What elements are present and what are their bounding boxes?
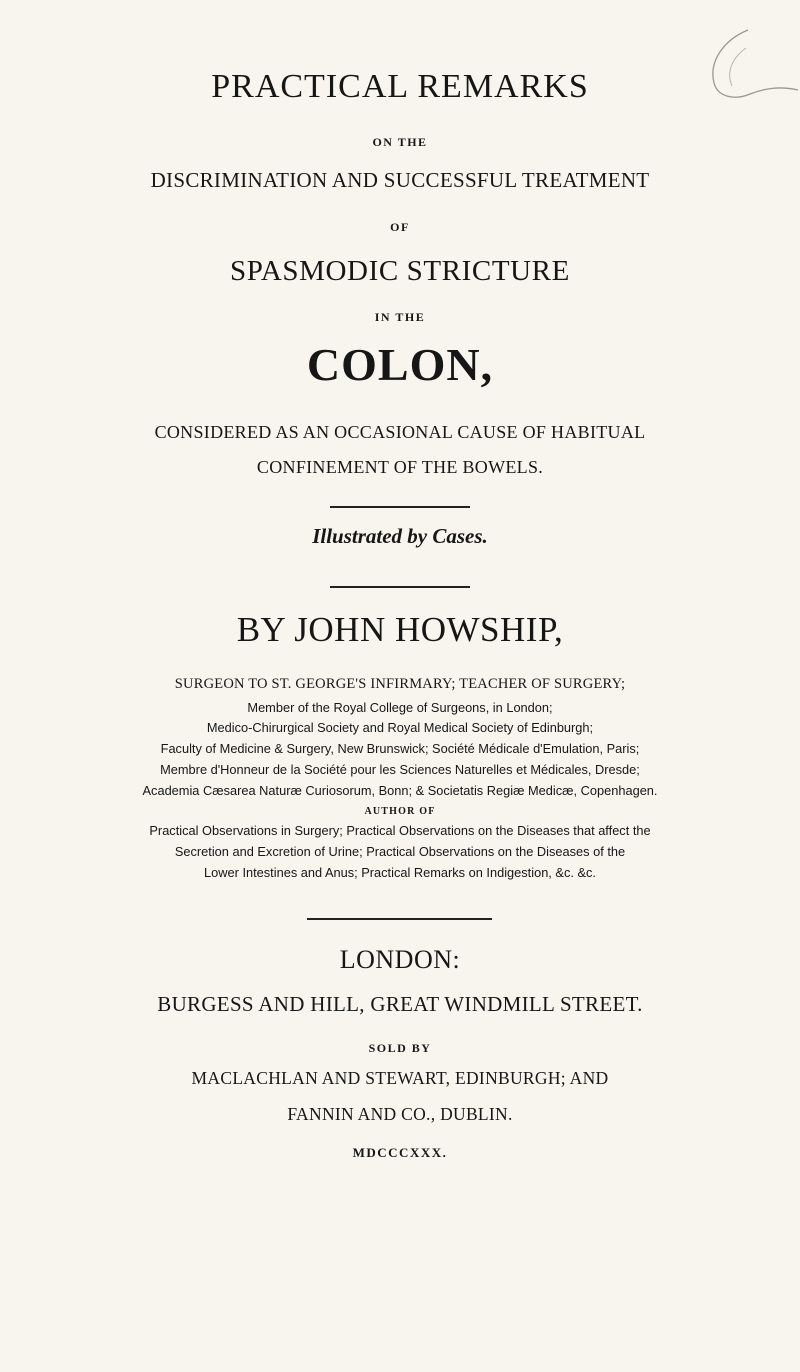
author-of-label: AUTHOR OF: [364, 806, 436, 817]
credential-line: Academia Cæsarea Naturæ Curiosorum, Bonn; & Societatis Regiæ Medicæ, Copenhagen.: [142, 783, 658, 798]
main-title: PRACTICAL REMARKS: [211, 68, 589, 105]
considered-line-1: CONSIDERED AS AN OCCASIONAL CAUSE OF HABITUAL: [154, 422, 646, 442]
works-line: Lower Intestines and Anus; Practical Remarks on Indigestion, &c. &c.: [204, 865, 596, 880]
publication-date: MDCCCXXX.: [352, 1145, 448, 1160]
credential-line: Membre d'Honneur de la Société pour les Sciences Naturelles et Médicales, Dresde;: [160, 762, 640, 777]
in-the-label: IN THE: [374, 310, 426, 324]
on-the-label: ON THE: [372, 135, 428, 149]
sold-by-label: SOLD BY: [368, 1041, 432, 1055]
of-label: OF: [390, 220, 410, 234]
credential-line: Member of the Royal College of Surgeons, in London;: [247, 700, 553, 715]
subtitle-line-1: DISCRIMINATION AND SUCCESSFUL TREATMENT: [150, 168, 650, 192]
works-line: Secretion and Excretion of Urine; Practical Observations on the Diseases of the: [174, 844, 626, 859]
imprint-publisher: BURGESS AND HILL, GREAT WINDMILL STREET.: [157, 992, 643, 1016]
subtitle-line-2: SPASMODIC STRICTURE: [230, 255, 570, 287]
sellers-line-2: FANNIN AND CO., DUBLIN.: [287, 1104, 513, 1124]
author-byline: BY JOHN HOWSHIP,: [236, 610, 564, 649]
divider-rule: [307, 918, 492, 920]
credential-line: Medico-Chirurgical Society and Royal Medical Society of Edinburgh;: [206, 720, 594, 735]
subtitle-line-3: COLON,: [306, 339, 494, 390]
illustrated-by-cases: Illustrated by Cases.: [312, 524, 488, 548]
works-line: Practical Observations in Surgery; Practical Observations on the Diseases that affect the: [149, 823, 651, 838]
sellers-line-1: MACLACHLAN AND STEWART, EDINBURGH; AND: [191, 1068, 609, 1088]
credential-line: Faculty of Medicine & Surgery, New Brunswick; Société Médicale d'Emulation, Paris;: [160, 741, 640, 756]
author-position: SURGEON TO ST. GEORGE'S INFIRMARY; TEACHER OF SURGERY;: [174, 676, 626, 692]
divider-rule: [330, 586, 470, 588]
considered-line-2: CONFINEMENT OF THE BOWELS.: [256, 457, 544, 477]
divider-rule: [330, 506, 470, 508]
imprint-place: LONDON:: [339, 945, 461, 974]
